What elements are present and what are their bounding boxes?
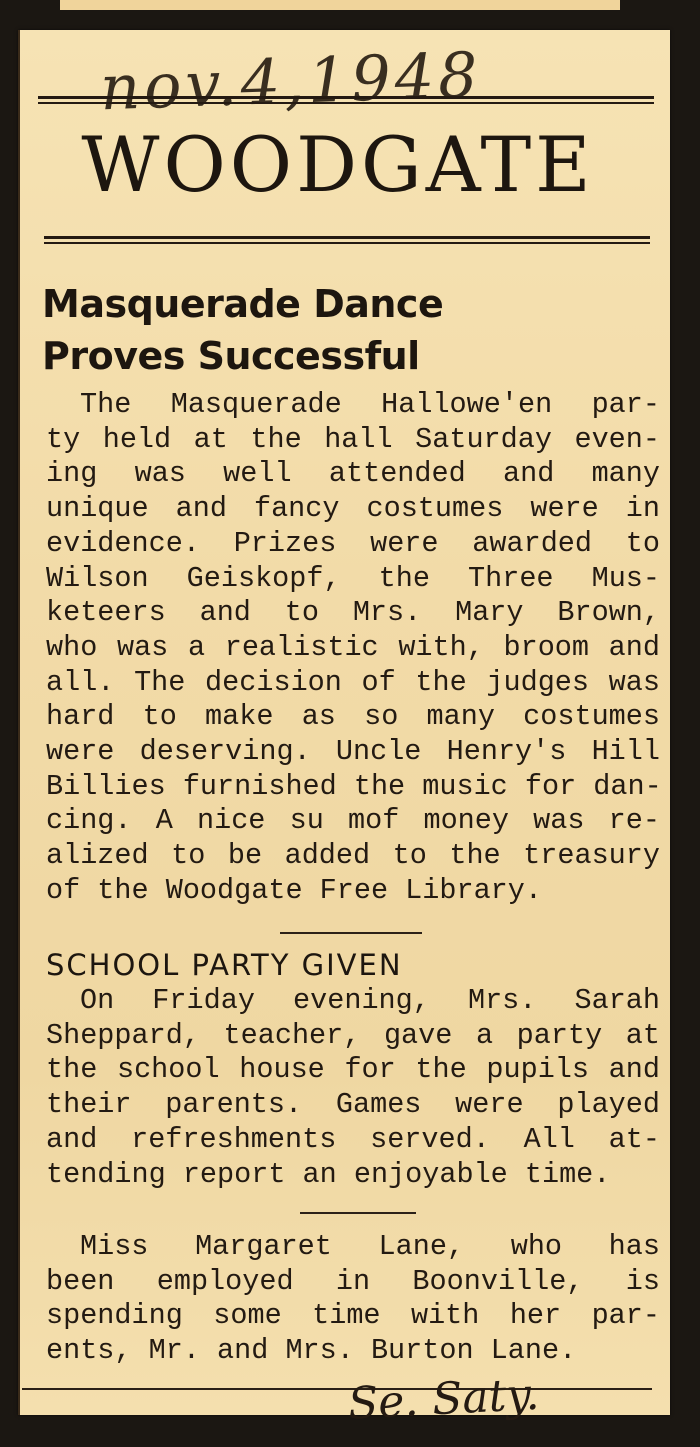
- article1-line: cing. A nice su mof money was re-: [46, 804, 660, 838]
- article1-line: hard to make as so many costumes: [46, 700, 660, 734]
- article2-line: and refreshments served. All at-: [46, 1122, 660, 1156]
- article1-line: were deserving. Uncle Henry's Hill: [46, 735, 660, 769]
- article1-line: ing was well attended and many: [46, 457, 660, 491]
- section-divider: [280, 932, 422, 934]
- article2-line: tending report an enjoyable time.: [46, 1157, 611, 1191]
- article1-line: keteers and to Mrs. Mary Brown,: [46, 596, 660, 630]
- article3-body: [46, 1230, 660, 1369]
- headline-line-1: Masquerade Dance: [42, 282, 444, 326]
- article1-headline: [42, 278, 642, 382]
- article2-line: On Friday evening, Mrs. Sarah: [80, 984, 660, 1017]
- article2-body: [46, 984, 660, 1192]
- article2-line: the school house for the pupils and: [46, 1053, 660, 1087]
- article1-line: alized to be added to the treasury: [46, 839, 660, 873]
- article1-line: ty held at the hall Saturday even-: [46, 422, 660, 456]
- article3-line: Miss Margaret Lane, who has: [80, 1230, 660, 1263]
- article1-line: Wilson Geiskopf, the Three Mus-: [46, 561, 660, 595]
- article1-line: of the Woodgate Free Library.: [46, 873, 542, 907]
- clipping-torn-edge: [60, 0, 620, 10]
- article1-line: evidence. Prizes were awarded to: [46, 526, 660, 560]
- article1-line: who was a realistic with, broom and: [46, 630, 660, 664]
- article1-line: Billies furnished the music for dan-: [46, 769, 662, 803]
- section-divider: [300, 1212, 416, 1214]
- handwritten-signature: Se. Saty.: [346, 1368, 541, 1430]
- article1-line: all. The decision of the judges was: [46, 665, 660, 699]
- article1-body: [46, 388, 660, 909]
- handwritten-date: nov.4,1948: [98, 38, 483, 125]
- masthead-title: WOODGATE: [81, 120, 595, 209]
- article3-line: spending some time with her par-: [46, 1299, 660, 1333]
- article1-line: The Masquerade Hallowe'en par-: [80, 388, 660, 421]
- masthead-top-rule: [38, 96, 654, 104]
- article3-line: ents, Mr. and Mrs. Burton Lane.: [46, 1334, 577, 1368]
- article2-subhead: SCHOOL PARTY GIVEN: [46, 948, 403, 982]
- article1-line: unique and fancy costumes were in: [46, 492, 660, 526]
- article3-line: been employed in Boonville, is: [46, 1264, 660, 1298]
- masthead-bottom-rule: [44, 236, 650, 244]
- article2-line: Sheppard, teacher, gave a party at: [46, 1018, 660, 1052]
- headline-line-2: Proves Successful: [42, 334, 420, 378]
- article2-line: their parents. Games were played: [46, 1088, 660, 1122]
